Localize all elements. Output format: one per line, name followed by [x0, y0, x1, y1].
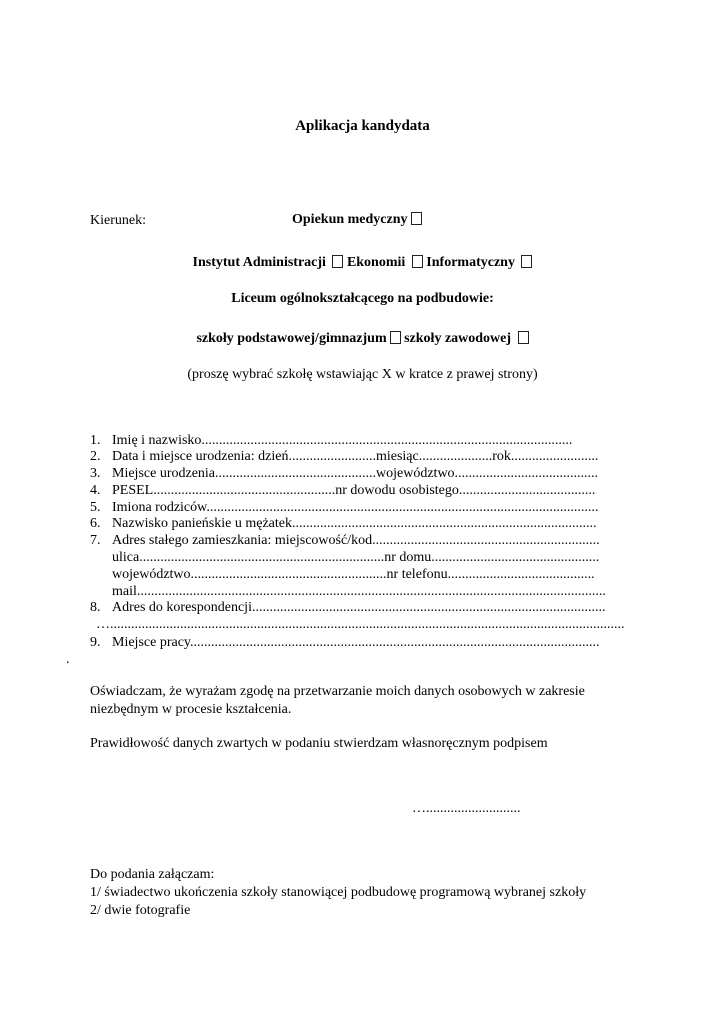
field-8-text: Adres do korespondencji.....................................................................................................: [112, 600, 606, 615]
row-liceum-options: [0, 330, 725, 347]
field-3-num: 3.: [90, 466, 101, 481]
option-opiekun-label: Opiekun medyczny: [292, 212, 408, 227]
field-6[interactable]: [90, 515, 630, 532]
field-2-num: 2.: [90, 449, 101, 464]
checkbox-zawodowa[interactable]: [518, 331, 529, 344]
option-instytut-label: Instytut Administracji: [192, 255, 326, 270]
field-5-num: 5.: [90, 500, 101, 515]
field-8-num: 8.: [90, 600, 101, 615]
liceum-heading: Liceum ogólnokształcącego na podbudowie:: [231, 291, 494, 306]
confirmation-line: Prawidłowość danych zwartych w podaniu stwierdzam własnoręcznym podpisem: [90, 736, 548, 751]
field-7-region-text: województwo........................................................nr telefonu..........................................: [112, 567, 595, 582]
field-7-mail[interactable]: [90, 583, 630, 600]
attachment-1: 1/ świadectwo ukończenia szkoły stanowiącej podbudowę programową wybranej szkoły: [90, 885, 587, 900]
field-1-text: Imię i nazwisko..........................................................................................................: [112, 433, 573, 448]
field-4-text: PESEL....................................................nr dowodu osobistego.......................................: [112, 483, 596, 498]
checkbox-instytut[interactable]: [332, 255, 343, 268]
option-podstawowa-label: szkoły podstawowej/gimnazjum: [196, 331, 387, 346]
field-9[interactable]: [90, 634, 630, 651]
field-7-mail-text: mail......................................................................................................................................: [112, 584, 606, 599]
attachments-title: Do podania załączam:: [90, 867, 215, 882]
field-1[interactable]: [90, 432, 630, 449]
stray-dot: .: [66, 652, 70, 667]
field-7-text: Adres stałego zamieszkania: miejscowość/kod.................................................................: [112, 533, 600, 548]
field-2[interactable]: [90, 448, 630, 465]
kierunek-label: Kierunek:: [90, 213, 146, 228]
signature-line: …...........................: [412, 801, 521, 816]
field-3[interactable]: [90, 465, 630, 482]
field-7-street-text: ulica......................................................................nr domu................................................: [112, 550, 600, 565]
option-zawodowa-label: szkoły zawodowej: [404, 331, 512, 346]
field-7[interactable]: [90, 532, 630, 549]
field-3-text: Miejsce urodzenia..............................................województwo.........................................: [112, 466, 599, 481]
field-8-continuation[interactable]: [96, 616, 636, 633]
field-4-num: 4.: [90, 483, 101, 498]
checkbox-informatyczny[interactable]: [521, 255, 532, 268]
checkbox-ekonomii[interactable]: [412, 255, 423, 268]
field-2-text: Data i miejsce urodzenia: dzień.........................miesiąc.....................rok.........................: [112, 449, 599, 464]
field-5[interactable]: [90, 499, 630, 516]
consent-line-2: niezbędnym w procesie kształcenia.: [90, 702, 292, 717]
checkbox-podstawowa[interactable]: [390, 331, 401, 344]
field-7-region[interactable]: [90, 566, 630, 583]
option-informatyczny-label: Informatyczny: [426, 255, 515, 270]
selection-note: (proszę wybrać szkołę wstawiając X w kratce z prawej strony): [187, 367, 538, 382]
field-6-num: 6.: [90, 516, 101, 531]
field-7-street[interactable]: [90, 549, 630, 566]
field-8[interactable]: [90, 599, 630, 616]
option-ekonomii-label: Ekonomii: [346, 255, 406, 270]
checkbox-opiekun[interactable]: [411, 212, 422, 225]
attachment-2: 2/ dwie fotografie: [90, 903, 191, 918]
page-title: Aplikacja kandydata: [295, 118, 430, 134]
field-8-continuation-text: …...................................................................................................................................................: [96, 617, 625, 632]
row-instytut: [0, 254, 725, 271]
field-9-text: Miejsce pracy.....................................................................................................................: [112, 635, 600, 650]
field-7-num: 7.: [90, 533, 101, 548]
field-1-num: 1.: [90, 433, 101, 448]
field-6-text: Nazwisko panieńskie u mężatek.......................................................................................: [112, 516, 597, 531]
consent-line-1: Oświadczam, że wyrażam zgodę na przetwarzanie moich danych osobowych w zakresie: [90, 684, 585, 699]
option-opiekun: [292, 211, 422, 228]
field-9-num: 9.: [90, 635, 101, 650]
field-4[interactable]: [90, 482, 630, 499]
field-5-text: Imiona rodziców................................................................................................................: [112, 500, 599, 515]
